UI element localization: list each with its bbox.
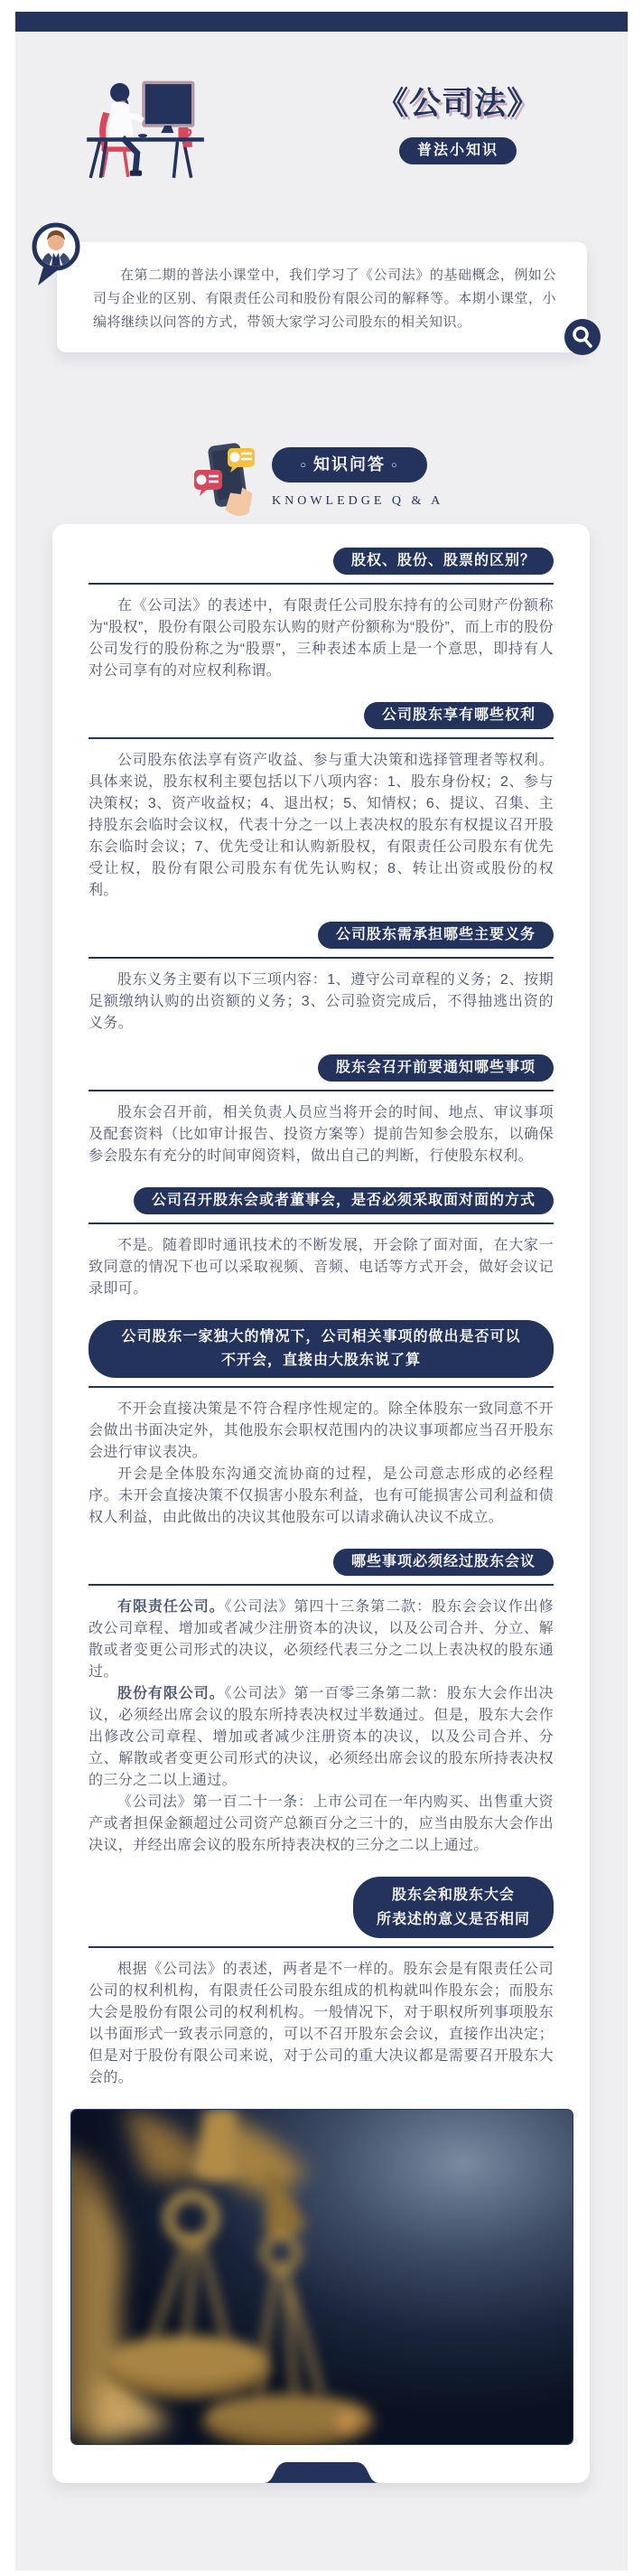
knowledge-qa-header: [15, 425, 628, 524]
question-pill: 股权、股份、股票的区别？: [333, 548, 554, 575]
decorative-dot: ○: [391, 460, 399, 471]
bookmark-tab-shape: [264, 2460, 379, 2483]
question-pill: 公司股东享有哪些权利: [364, 702, 554, 729]
answer-paragraph: 根据《公司法》的表述，两者是不一样的。股东会是有限责任公司公司的权利机构，有限责任公司股东组成的机构就叫作股东会；而股东大会是股份有限公司的权利机构。一般情况下，对于职权所列事项股东以书面形式一致表示同意的，可以不召开股东会会议，直接作出决定；但是对于股份有限公司来说，对于公司的重大决议都是需要召开股东大会的。: [89, 1962, 554, 2085]
answer-paragraph: 股东会召开前，相关负责人员应当将开会的时间、地点、审议事项及配套资料（比如审计报告、投资方案等）提前告知参会股东，以确保参会股东有充分的时间审阅资料，做出自己的判断，行使股东权利。: [89, 1105, 554, 1164]
answer-paragraph: 股东义务主要有以下三项内容：1、遵守公司章程的义务；2、按期足额缴纳认购的出资额的义务；3、公司验资完成后，不得抽逃出资的义务。: [89, 972, 554, 1031]
divider: [89, 1946, 554, 1948]
answer-block: [89, 970, 554, 1035]
answer-block: [89, 1102, 554, 1167]
question-pill: 哪些事项必须经过股东会议: [333, 1549, 554, 1576]
answer-block: [89, 595, 554, 682]
divider: [89, 957, 554, 959]
answer-paragraph: 有限责任公司。《公司法》第四十三条第二款：股东会会议作出修改公司章程、增加或者减少注册资本的决议，以及公司合并、分立、解散或者变更公司形式的决议，必须经代表三分之二以上表决权的股东通过。: [89, 1599, 554, 1680]
answer-block: [89, 1597, 554, 1857]
question-pill: 公司股东一家独大的情况下，公司相关事项的做出是否可以不开会，直接由大股东说了算: [89, 1320, 554, 1378]
answer-paragraph: 在《公司法》的表述中，有限责任公司股东持有的公司财产份额称为“股权”，股份有限公司股东认购的财产份额称为“股份”，而上市的股份公司发行的股份称之为“股票”，三种表述本质上是一个意思，即持有人对公司享有的对应权利称谓。: [89, 598, 554, 679]
person-at-computer-illustration: [75, 70, 212, 180]
intro-paragraph: 在第二期的普法小课堂中，我们学习了《公司法》的基础概念，例如公司与企业的区别、有限责任公司和股份有限公司的解释等。本期小课堂，小编将继续以问答的方式，带领大家学习公司股东的相关知识。: [93, 267, 556, 330]
answer-paragraph: 《公司法》第一百二十一条：上市公司在一年内购买、出售重大资产或者担保金额超过公司资产总额百分之三十的，应当由股东大会作出决议，并经出席会议的股东所持表决权的三分之二以上通过。: [89, 1794, 554, 1853]
divider: [89, 1386, 554, 1388]
search-icon[interactable]: [564, 318, 601, 356]
answer-block: [89, 1399, 554, 1529]
page-title: 《公司法》: [376, 86, 539, 121]
person-speech-bubble-icon: [32, 222, 80, 287]
answer-paragraph: 不是。随着即时通讯技术的不断发展，开会除了面对面，在大家一致同意的情况下也可以采取视频、音频、电话等方式开会，做好会议记录即可。: [89, 1238, 554, 1297]
divider: [89, 1090, 554, 1091]
answer-block: [89, 1235, 554, 1300]
content-background: [15, 32, 628, 2571]
answer-paragraph: 公司股东依法享有资产收益、参与重大决策和选择管理者等权利。具体来说，股东权利主要包括以下八项内容：1、股东身份权；2、参与决策权；3、资产收益权；4、退出权；5、知情权；6、提议、召集、主持股东会临时会议权，代表十分之一以上表决权的股东有权提议召开股东会临时会议；7、优先受让和认购新股权，有限责任公司股东有优先受让权，股份有限公司股东有优先认购权；8、转让出资或股份的权利。: [89, 753, 554, 898]
divider: [89, 1584, 554, 1586]
question-pill: 公司股东需承担哪些主要义务: [318, 922, 554, 949]
section-title: 知识问答: [313, 455, 386, 473]
divider: [89, 1222, 554, 1224]
header-title-block: [354, 79, 562, 164]
qa-card: [52, 524, 590, 2483]
question-pill: 公司召开股东会或者董事会，是否必须采取面对面的方式: [134, 1187, 554, 1214]
intro-card: [57, 242, 587, 352]
section-title-pill: [272, 447, 427, 482]
top-accent-bar: [15, 12, 628, 32]
subtitle-badge: 普法小知识: [399, 137, 517, 164]
answer-paragraph: 不开会直接决策是不符合程序性规定的。除全体股东一致同意不开会做出书面决定外，其他股东会职权范围内的决议事项都应当召开股东会进行审议表决。: [89, 1401, 554, 1460]
answer-paragraph: 开会是全体股东沟通交流协商的过程，是公司意志形成的必经程序。未开会直接决策不仅损害小股东利益，也有可能损害公司利益和债权人利益，由此做出的决议其他股东可以请求确认决议不成立。: [89, 1466, 554, 1525]
scales-of-justice-photo: [70, 2109, 573, 2445]
answer-block: [89, 1959, 554, 2089]
phone-chat-bubbles-icon: [194, 436, 257, 526]
answer-block: [89, 750, 554, 902]
answer-paragraph: 股份有限公司。《公司法》第一百零三条第二款：股东大会作出决议，必须经出席会议的股东所持表决权过半数通过。但是，股东大会作出修改公司章程、增加或者减少注册资本的决议，以及公司合并、分立、解散或者变更公司形式的决议，必须经出席会议的股东所持表决权的三分之二以上通过。: [89, 1686, 554, 1788]
divider: [89, 583, 554, 585]
section-subtitle: KNOWLEDGE Q & A: [272, 494, 444, 508]
question-pill: 股东会召开前要通知哪些事项: [318, 1054, 554, 1082]
decorative-dot: ○: [300, 460, 308, 471]
question-pill: 股东会和股东大会 所表述的意义是否相同: [353, 1877, 554, 1938]
divider: [89, 737, 554, 739]
